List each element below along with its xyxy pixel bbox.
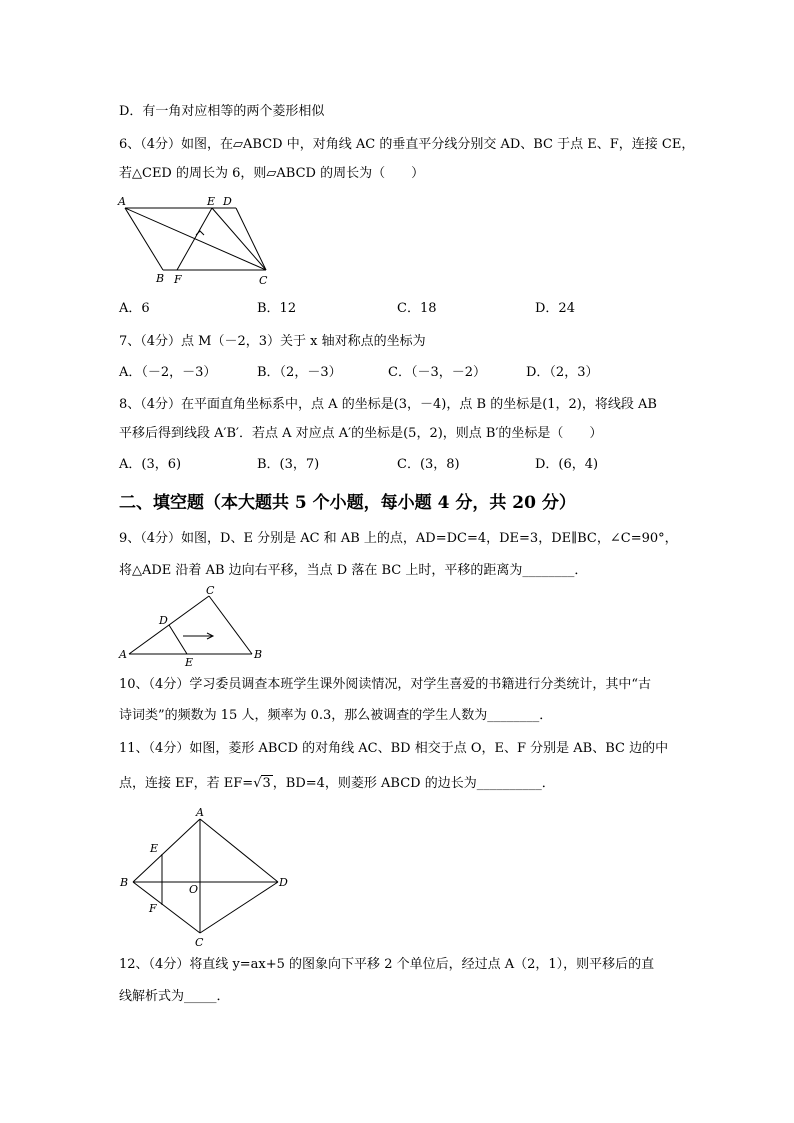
q6-stem-line2: 若△CED 的周长为 6，则▱ABCD 的周长为（ ） <box>119 166 425 181</box>
q11-stem-line1: 11、（4分）如图，菱形 ABCD 的对角线 AC、BD 相交于点 O，E、F 分别是 AB、BC 边的中 <box>119 741 669 756</box>
q11-label-d: D <box>279 876 288 889</box>
q6-option-d: D．24 <box>535 301 575 316</box>
q8-option-d: D．(6，4) <box>535 457 599 472</box>
q12-stem-line2: 线解析式为_____． <box>119 989 230 1004</box>
q6-label-d: D <box>223 195 232 208</box>
q6-option-b: B．12 <box>257 301 297 316</box>
q5-option-d: D．有一角对应相等的两个菱形相似 <box>119 104 325 119</box>
q7-option-d: D．（2，3） <box>526 365 599 380</box>
q9-label-e: E <box>185 656 194 669</box>
q8-option-c: C．(3，8) <box>397 457 460 472</box>
q11-label-f: F <box>149 902 157 915</box>
q6-label-b: B <box>156 272 165 285</box>
q9-label-a: A <box>119 648 127 661</box>
q8-option-b: B．(3，7) <box>257 457 320 472</box>
q6-label-f: F <box>174 273 182 286</box>
q9-label-c: C <box>206 584 215 597</box>
q11-line2-suffix: ，BD=4，则菱形 ABCD 的边长为__________． <box>272 776 555 791</box>
q7-stem: 7、（4分）点 M（－2，3）关于 x 轴对称点的坐标为 <box>119 334 426 349</box>
q11-label-o: O <box>189 883 199 896</box>
q9-stem-line2: 将△ADE 沿着 AB 边向右平移，当点 D 落在 BC 上时，平移的距离为________． <box>119 563 588 578</box>
q8-stem-line1: 8、（4分）在平面直角坐标系中，点 A 的坐标是(3，－4)，点 B 的坐标是(1，2)，将线段 AB <box>119 397 657 412</box>
q10-stem-line1: 10、（4分）学习委员调查本班学生课外阅读情况，对学生喜爱的书籍进行分类统计，其中“古 <box>119 677 651 692</box>
q7-option-a: A．（－2，－3） <box>119 365 217 380</box>
q11-rhombus-figure <box>118 805 298 950</box>
q8-option-a: A．(3，6) <box>119 457 182 472</box>
q11-label-e: E <box>150 842 159 855</box>
q6-option-a: A．6 <box>119 301 150 316</box>
q7-option-c: C．（－3，－2） <box>388 365 486 380</box>
q11-label-b: B <box>120 876 129 889</box>
q6-label-e: E <box>207 195 216 208</box>
q9-label-b: B <box>254 648 263 661</box>
q6-stem-line1: 6、（4分）如图，在▱ABCD 中，对角线 AC 的垂直平分线分别交 AD、BC 于点 E、F，连接 CE， <box>119 137 695 152</box>
q11-stem-line2 <box>119 776 555 792</box>
q9-label-d: D <box>159 614 168 627</box>
q11-line2-prefix: 点，连接 EF，若 EF= <box>119 776 254 791</box>
q10-stem-line2: 诗词类”的频数为 15 人，频率为 0.3，那么被调查的学生人数为________． <box>119 708 553 723</box>
q9-triangle-figure <box>117 584 267 670</box>
sqrt-radicand: 3 <box>262 776 271 791</box>
q12-stem-line1: 12、（4分）将直线 y=ax+5 的图象向下平移 2 个单位后，经过点 A（2，1），则平移后的直 <box>119 957 655 972</box>
q6-option-c: C．18 <box>397 301 437 316</box>
q9-stem-line1: 9、（4分）如图，D、E 分别是 AC 和 AB 上的点，AD=DC=4，DE=3，DE∥BC，∠C=90°， <box>119 531 678 546</box>
sqrt-expression: √3 <box>253 776 271 791</box>
q8-stem-line2: 平移后得到线段 A′B′．若点 A 对应点 A′的坐标是(5，2)，则点 B′的坐标是（ ） <box>119 426 603 441</box>
q6-parallelogram-figure <box>118 194 278 286</box>
q11-label-c: C <box>195 936 204 949</box>
q6-label-a: A <box>118 195 126 208</box>
section-2-title: 二、填空题（本大题共 5 个小题，每小题 4 分，共 20 分） <box>119 493 576 513</box>
q7-option-b: B．（2，－3） <box>257 365 342 380</box>
q6-label-c: C <box>259 274 268 287</box>
q11-label-a: A <box>196 806 204 819</box>
